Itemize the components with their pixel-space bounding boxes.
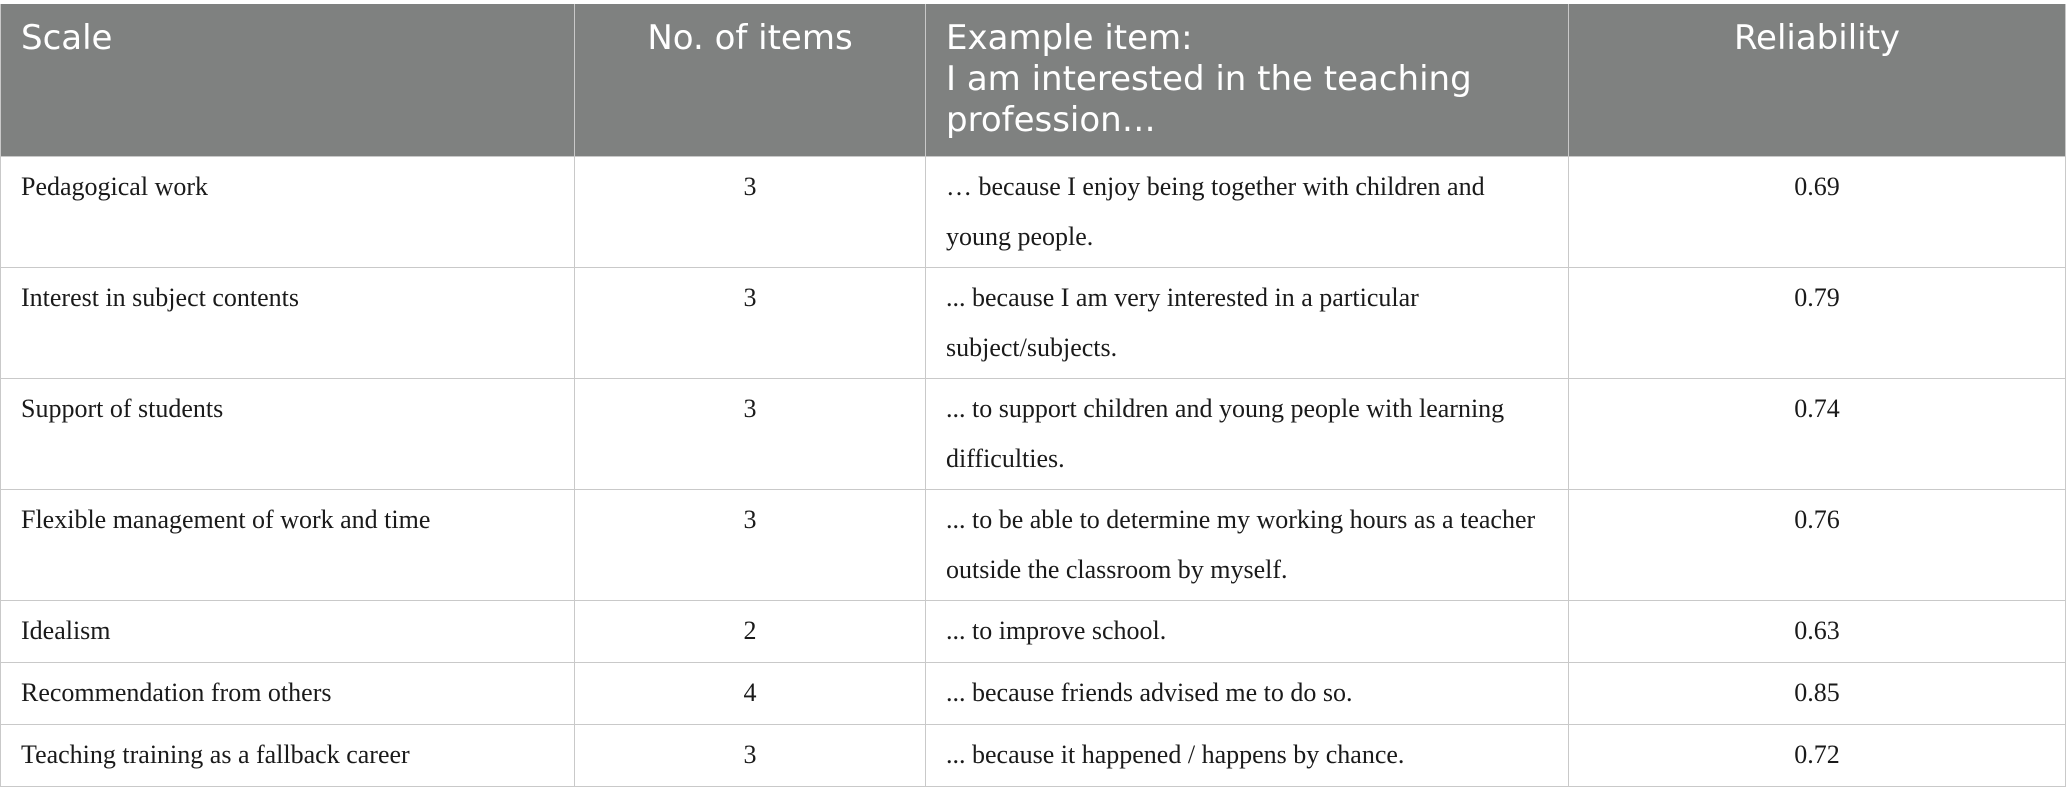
cell-items: 2 [575, 600, 926, 662]
header-row [1, 4, 2066, 156]
header-example-item [926, 4, 1569, 156]
header-example-line1: Example item: [946, 18, 1193, 58]
cell-items: 3 [575, 156, 926, 267]
header-scale: Scale [1, 4, 575, 156]
cell-reliability: 0.69 [1569, 156, 2066, 267]
table-body [1, 156, 2066, 786]
table-row [1, 662, 2066, 724]
cell-example: ... because friends advised me to do so. [926, 662, 1569, 724]
cell-reliability: 0.85 [1569, 662, 2066, 724]
cell-scale: Teaching training as a fallback career [1, 724, 575, 786]
cell-items: 3 [575, 489, 926, 600]
table-row [1, 724, 2066, 786]
cell-scale: Interest in subject contents [1, 267, 575, 378]
cell-reliability: 0.79 [1569, 267, 2066, 378]
cell-reliability: 0.76 [1569, 489, 2066, 600]
cell-scale: Idealism [1, 600, 575, 662]
cell-example: ... to support children and young people with learning difficulties. [926, 378, 1569, 489]
cell-example: ... to be able to determine my working hours as a teacher outside the classroom by myself. [926, 489, 1569, 600]
table-row [1, 267, 2066, 378]
scales-table [0, 4, 2066, 787]
cell-items: 3 [575, 724, 926, 786]
cell-reliability: 0.74 [1569, 378, 2066, 489]
cell-items: 4 [575, 662, 926, 724]
table-row [1, 600, 2066, 662]
cell-example: ... to improve school. [926, 600, 1569, 662]
table-header [1, 4, 2066, 156]
cell-items: 3 [575, 378, 926, 489]
cell-scale: Support of students [1, 378, 575, 489]
cell-reliability: 0.63 [1569, 600, 2066, 662]
header-reliability: Reliability [1569, 4, 2066, 156]
table-row [1, 156, 2066, 267]
cell-reliability: 0.72 [1569, 724, 2066, 786]
cell-example: ... because I am very interested in a particular subject/subjects. [926, 267, 1569, 378]
cell-example: … because I enjoy being together with children and young people. [926, 156, 1569, 267]
table-row [1, 378, 2066, 489]
header-no-of-items: No. of items [575, 4, 926, 156]
cell-items: 3 [575, 267, 926, 378]
cell-scale: Flexible management of work and time [1, 489, 575, 600]
cell-scale: Recommendation from others [1, 662, 575, 724]
header-example-line2: I am interested in the teaching profession… [946, 59, 1472, 140]
cell-example: ... because it happened / happens by chance. [926, 724, 1569, 786]
table-row [1, 489, 2066, 600]
cell-scale: Pedagogical work [1, 156, 575, 267]
